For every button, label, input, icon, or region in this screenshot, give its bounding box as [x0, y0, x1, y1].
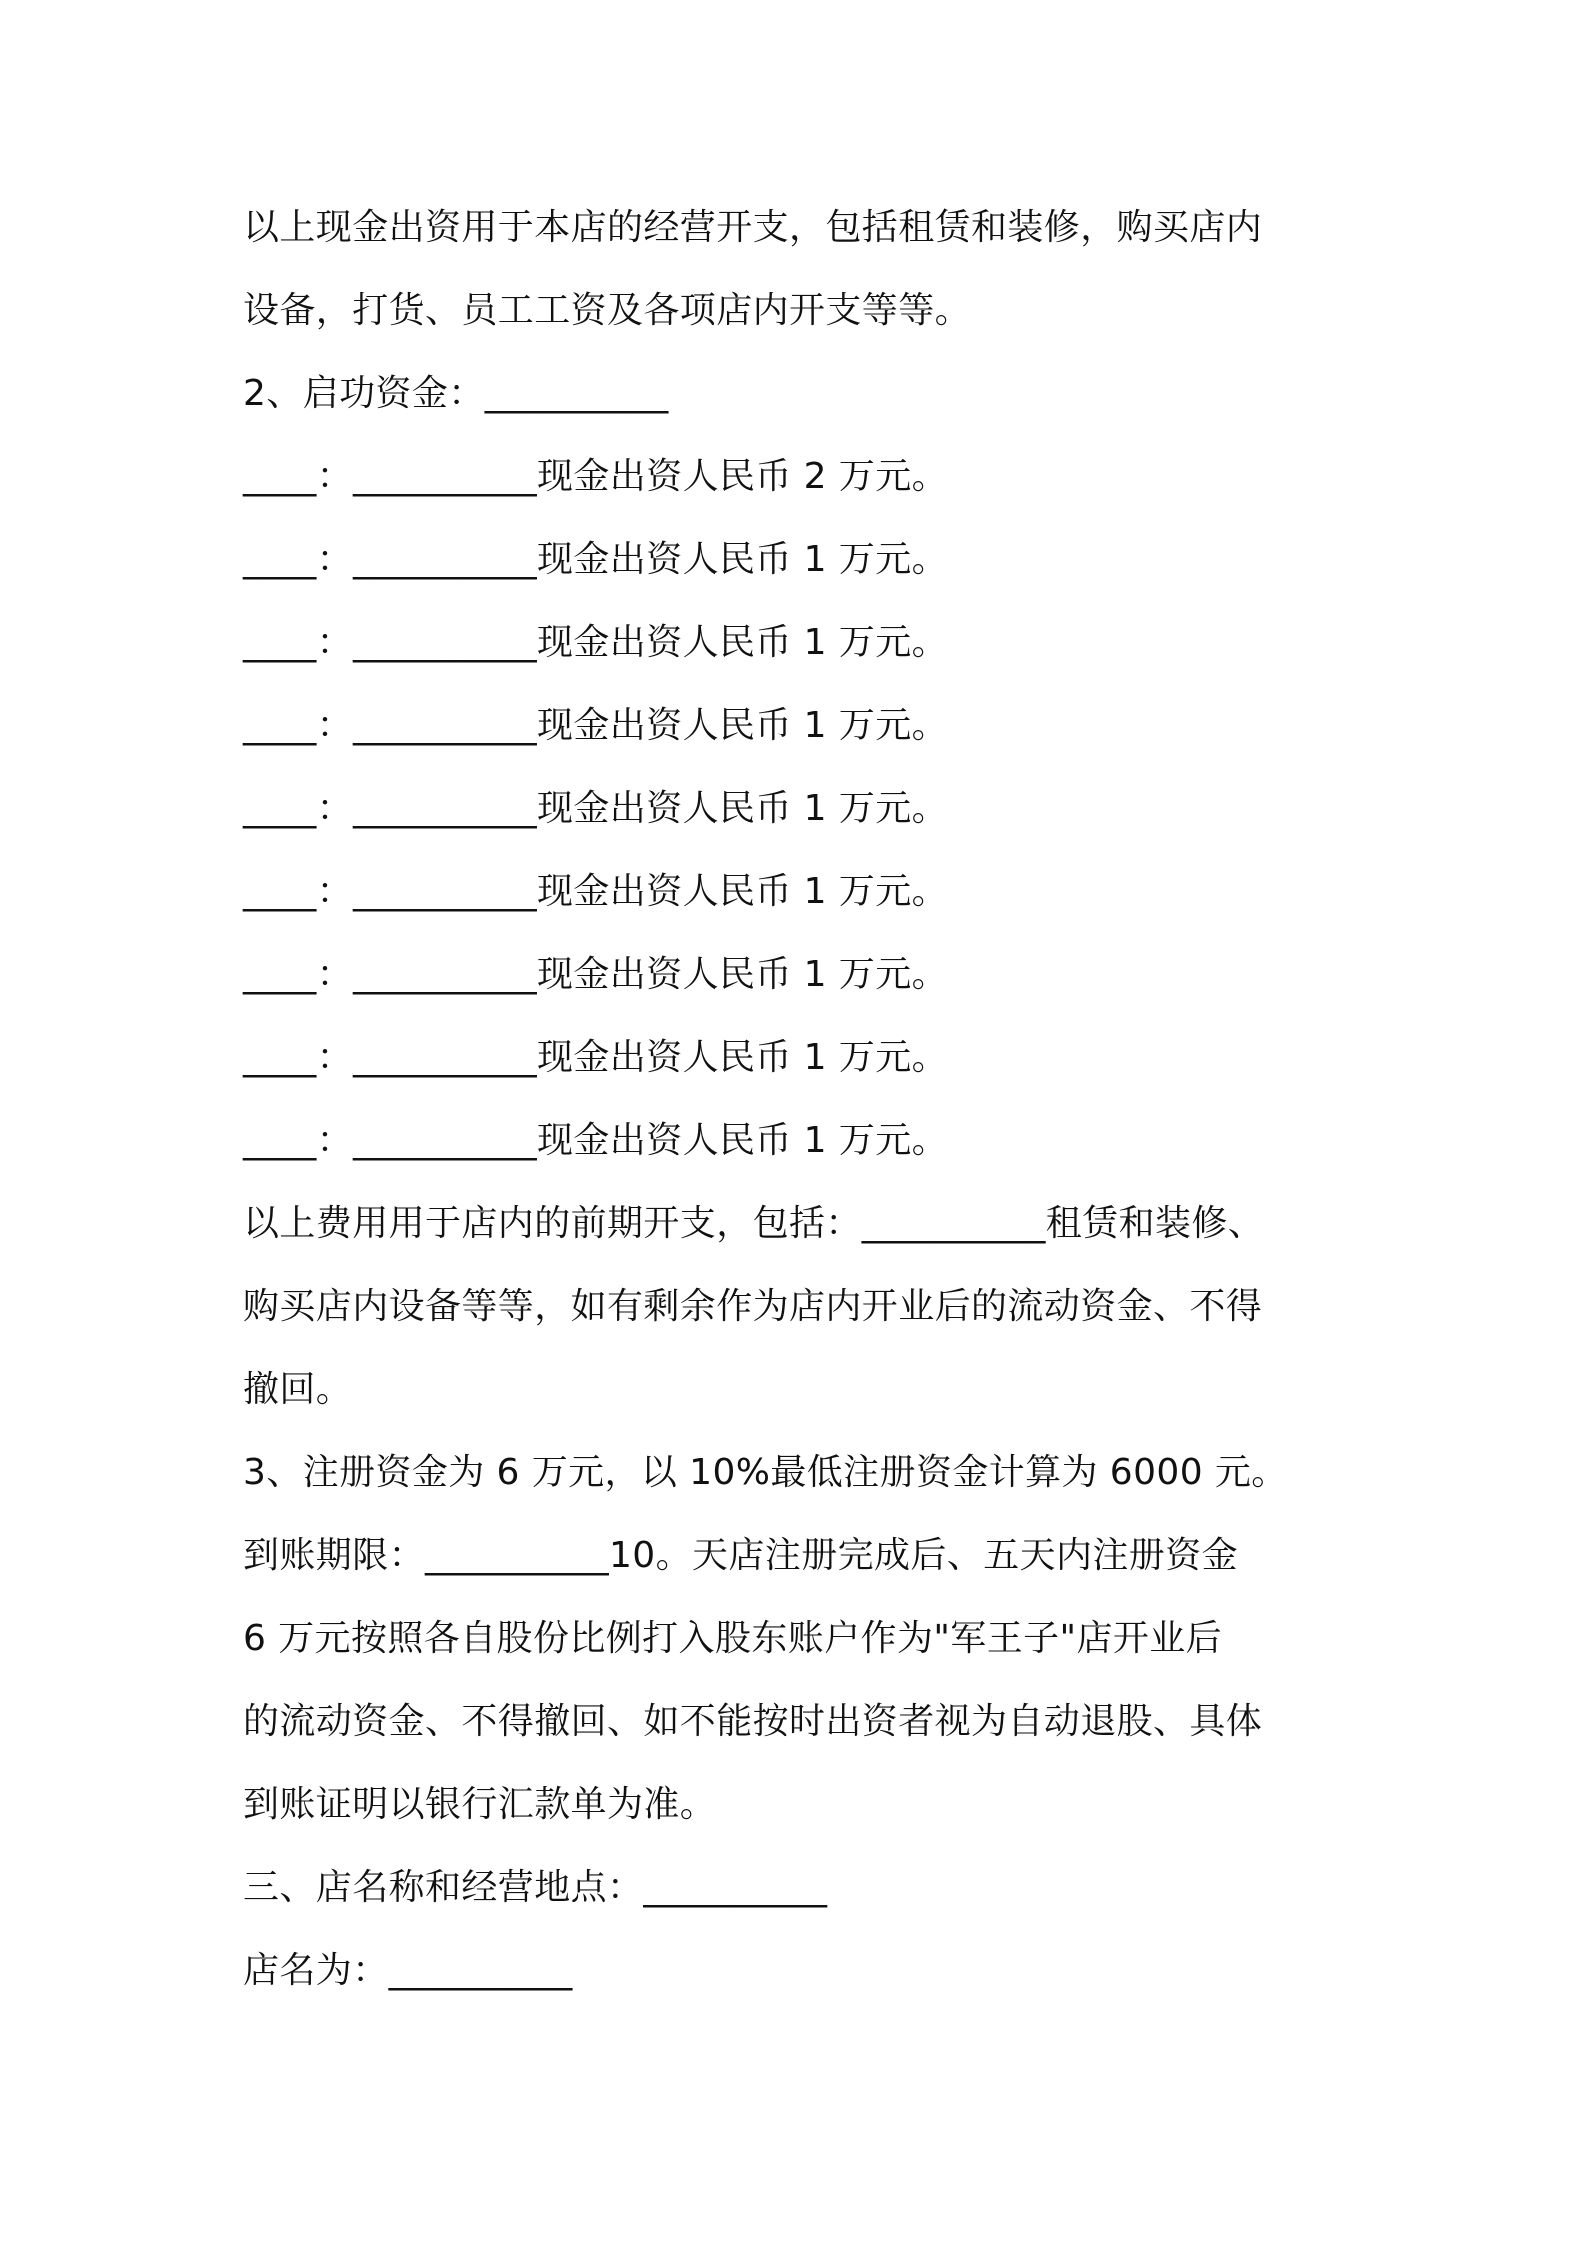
text-line: ____：__________现金出资人民币 1 万元。 [243, 871, 948, 912]
text-line: 店名为：__________ [243, 1950, 573, 1991]
text-line: ____：__________现金出资人民币 1 万元。 [243, 788, 948, 829]
text-line: 2、启功资金：__________ [243, 373, 669, 414]
text-line: 到账证明以银行汇款单为准。 [243, 1784, 717, 1825]
text-line: 三、店名称和经营地点：__________ [243, 1867, 828, 1908]
text-line: ____：__________现金出资人民币 1 万元。 [243, 954, 948, 995]
text-line: 以上费用用于店内的前期开支，包括：__________租赁和装修、 [243, 1203, 1265, 1244]
text-line: ____：__________现金出资人民币 1 万元。 [243, 705, 948, 746]
text-line: ____：__________现金出资人民币 1 万元。 [243, 539, 948, 580]
text-line: 3、注册资金为 6 万元，以 10%最低注册资金计算为 6000 元。 [243, 1452, 1288, 1493]
text-line: 以上现金出资用于本店的经营开支，包括租赁和装修，购买店内 [243, 207, 1263, 248]
text-line: 到账期限：__________10。天店注册完成后、五天内注册资金 [243, 1535, 1239, 1576]
text-line: ____：__________现金出资人民币 2 万元。 [243, 456, 948, 497]
text-line: ____：__________现金出资人民币 1 万元。 [243, 1037, 948, 1078]
text-line: 撤回。 [243, 1369, 353, 1410]
text-line: ____：__________现金出资人民币 1 万元。 [243, 622, 948, 663]
text-line: 设备，打货、员工工资及各项店内开支等等。 [243, 290, 972, 331]
text-line: 的流动资金、不得撤回、如不能按时出资者视为自动退股、具体 [243, 1701, 1263, 1742]
text-line: 购买店内设备等等，如有剩余作为店内开业后的流动资金、不得 [243, 1286, 1263, 1327]
text-line: ____：__________现金出资人民币 1 万元。 [243, 1120, 948, 1161]
text-line: 6 万元按照各自股份比例打入股东账户作为"军王子"店开业后 [243, 1618, 1223, 1659]
